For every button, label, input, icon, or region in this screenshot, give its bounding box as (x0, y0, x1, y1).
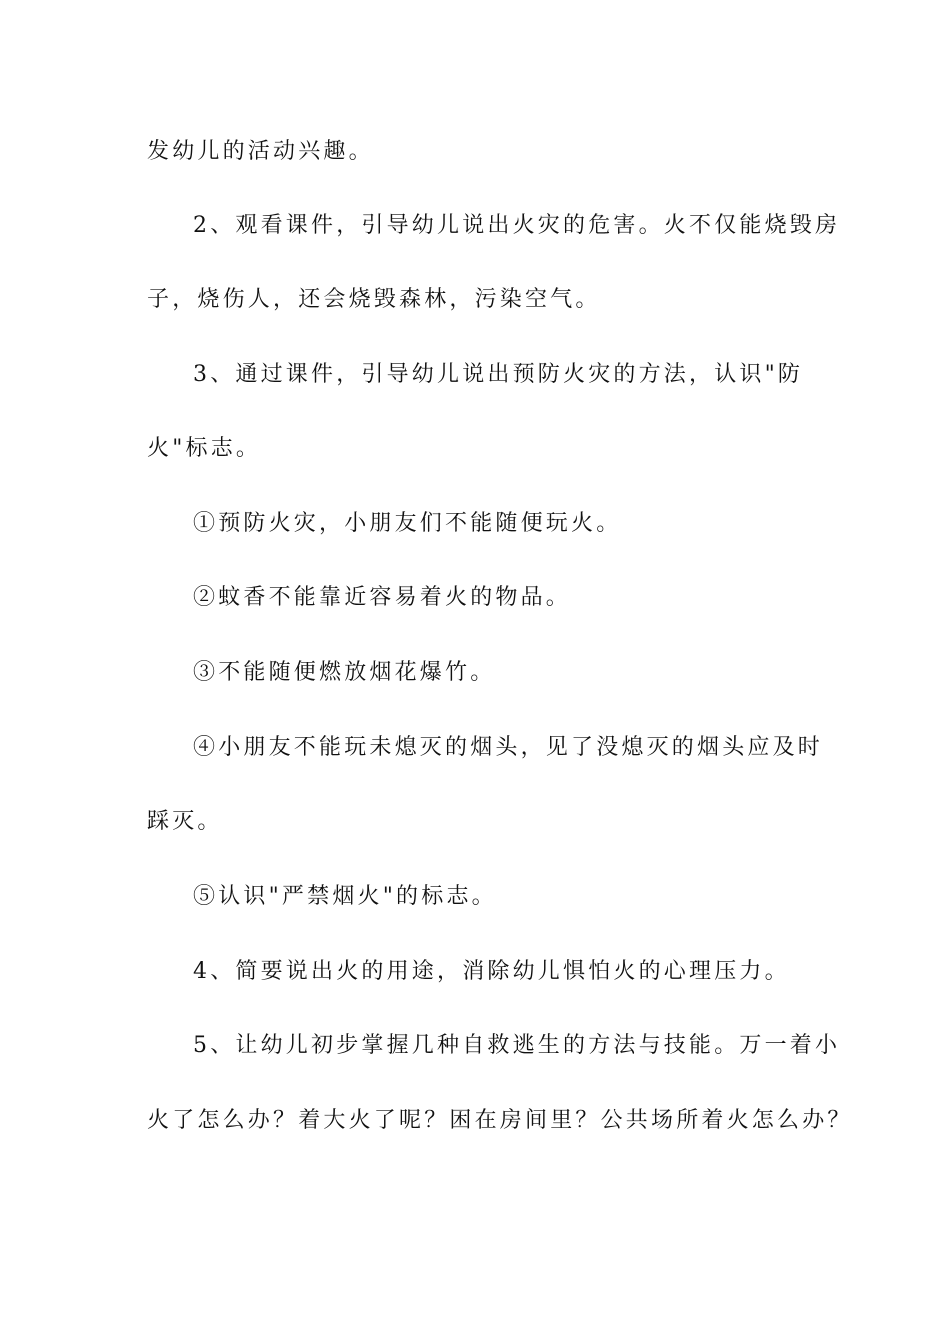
text-line: 火了怎么办？着大火了呢？困在房间里？公共场所着火怎么办？ (147, 1108, 853, 1133)
text-line: ⑤认识"严禁烟火"的标志。 (193, 884, 497, 909)
text-line: ④小朋友不能玩未熄灭的烟头，见了没熄灭的烟头应及时 (193, 735, 824, 760)
text-line: 发幼儿的活动兴趣。 (147, 139, 374, 164)
text-line: 4、简要说出火的用途，消除幼儿惧怕火的心理压力。 (193, 959, 790, 984)
text-line: 火"标志。 (147, 436, 262, 461)
text-line: ②蚊香不能靠近容易着火的物品。 (193, 585, 572, 610)
text-line: 3、通过课件，引导幼儿说出预防火灾的方法，认识"防 (193, 362, 804, 387)
text-line: 2、观看课件，引导幼儿说出火灾的危害。火不仅能烧毁房 (193, 213, 841, 238)
text-line: 5、让幼儿初步掌握几种自救逃生的方法与技能。万一着小 (193, 1033, 841, 1058)
text-line: ①预防火灾，小朋友们不能随便玩火。 (193, 511, 622, 536)
text-line: ③不能随便燃放烟花爆竹。 (193, 660, 496, 685)
text-line: 子，烧伤人，还会烧毁森林，污染空气。 (147, 287, 601, 312)
text-line: 踩灭。 (147, 809, 223, 834)
